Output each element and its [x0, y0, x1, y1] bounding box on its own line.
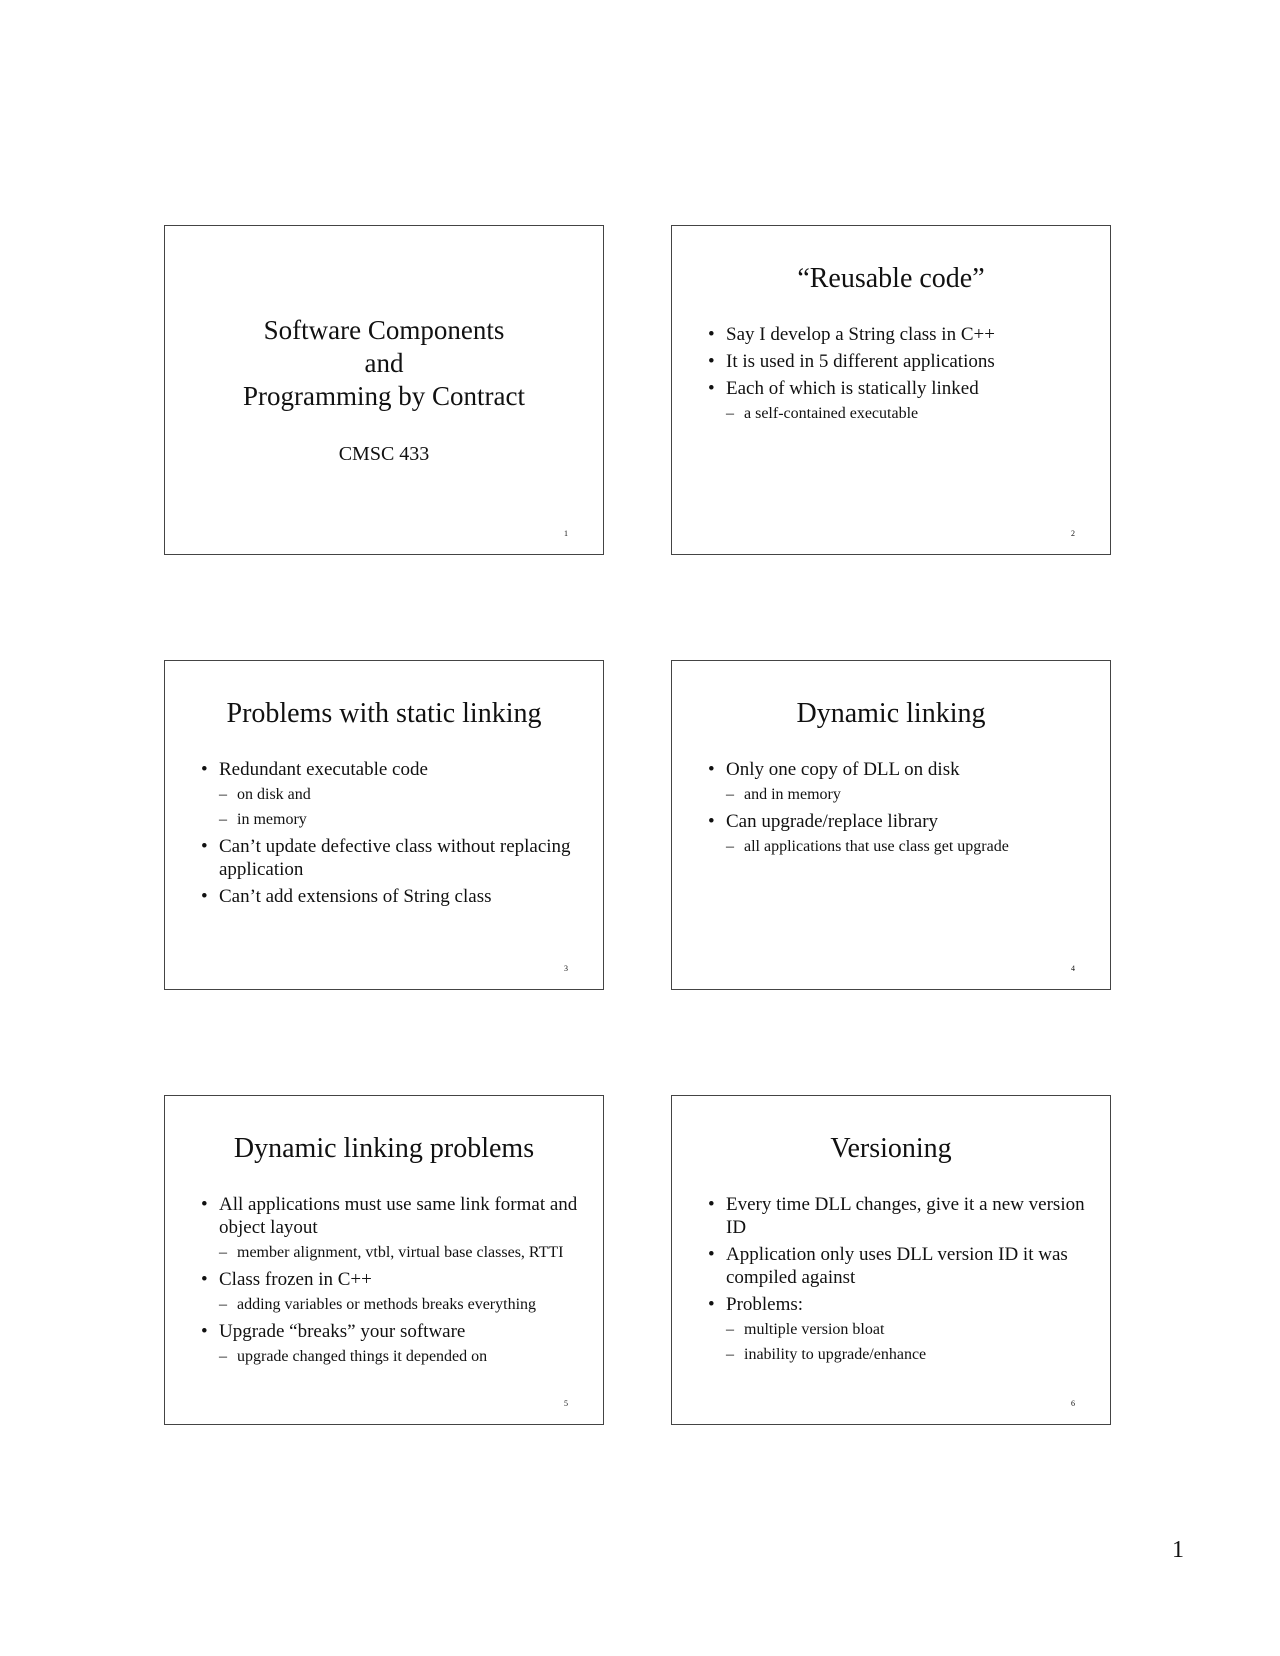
bullet-item: • Say I develop a String class in C++	[708, 323, 1088, 346]
slide-subtitle: CMSC 433	[338, 443, 430, 465]
bullet-item: • Class frozen in C++	[201, 1268, 581, 1291]
slide-title: Problems with static linking	[226, 698, 542, 729]
bullet-item: • Every time DLL changes, give it a new version ID	[708, 1193, 1088, 1239]
slide-number: 3	[564, 964, 568, 973]
bullet-item: • Upgrade “breaks” your software	[201, 1320, 581, 1343]
slide-title: “Reusable code”	[797, 263, 985, 294]
slide-6	[671, 1095, 1111, 1425]
slide-title	[165, 314, 603, 413]
sub-bullet-item: – all applications that use class get upgrade	[708, 837, 1088, 856]
title-line: Software Components	[263, 315, 505, 345]
bullet-item: • Can’t add extensions of String class	[201, 885, 581, 908]
bullet-item: • Redundant executable code	[201, 758, 581, 781]
slide-number: 2	[1071, 529, 1075, 538]
slide-body	[201, 758, 581, 912]
slide-3	[164, 660, 604, 990]
slide-number: 1	[564, 529, 568, 538]
bullet-item: • Can’t update defective class without replacing application	[201, 835, 581, 881]
sub-bullet-item: – member alignment, vtbl, virtual base classes, RTTI	[201, 1243, 581, 1262]
bullet-item: • Only one copy of DLL on disk	[708, 758, 1088, 781]
sub-bullet-item: – adding variables or methods breaks everything	[201, 1295, 581, 1314]
slide-title: Versioning	[830, 1133, 952, 1164]
slide-number: 5	[564, 1399, 568, 1408]
slide-5	[164, 1095, 604, 1425]
bullet-item: • Each of which is statically linked	[708, 377, 1088, 400]
slide-body	[201, 1193, 581, 1372]
sub-bullet-item: – on disk and	[201, 785, 581, 804]
bullet-item: • Can upgrade/replace library	[708, 810, 1088, 833]
sub-bullet-item: – and in memory	[708, 785, 1088, 804]
slide-4	[671, 660, 1111, 990]
slide-number: 4	[1071, 964, 1075, 973]
sub-bullet-item: – in memory	[201, 810, 581, 829]
bullet-item: • All applications must use same link format and object layout	[201, 1193, 581, 1239]
slide-title: Dynamic linking	[796, 698, 986, 729]
bullet-item: • Problems:	[708, 1293, 1088, 1316]
title-line: Programming by Contract	[243, 381, 525, 411]
slide-title: Dynamic linking problems	[233, 1133, 535, 1164]
slide-body	[708, 758, 1088, 862]
slide-number: 6	[1071, 1399, 1075, 1408]
slide-body	[708, 323, 1088, 429]
slide-2	[671, 225, 1111, 555]
sub-bullet-item: – inability to upgrade/enhance	[708, 1345, 1088, 1364]
title-line: and	[364, 348, 404, 378]
sub-bullet-item: – multiple version bloat	[708, 1320, 1088, 1339]
page-number: 1	[1172, 1537, 1184, 1563]
bullet-item: • Application only uses DLL version ID it was compiled against	[708, 1243, 1088, 1289]
bullet-item: • It is used in 5 different applications	[708, 350, 1088, 373]
slide-1	[164, 225, 604, 555]
sub-bullet-item: – upgrade changed things it depended on	[201, 1347, 581, 1366]
sub-bullet-item: – a self-contained executable	[708, 404, 1088, 423]
slide-body	[708, 1193, 1088, 1370]
